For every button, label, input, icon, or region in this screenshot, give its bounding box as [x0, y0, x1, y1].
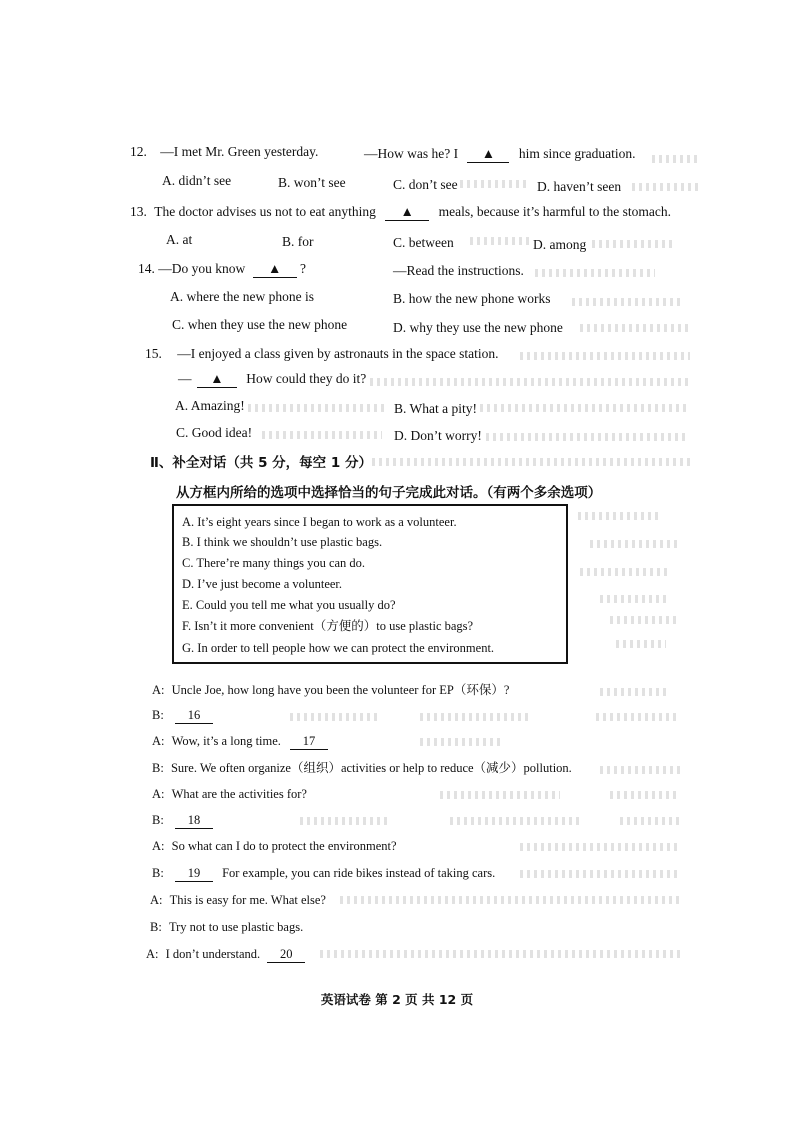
bleed-through-mark: [632, 183, 698, 191]
answer-blank[interactable]: ▲: [385, 204, 429, 221]
dialogue-line: [146, 946, 305, 963]
question-number: 13.: [130, 204, 147, 219]
bleed-through-mark: [470, 237, 530, 245]
answer-blank[interactable]: 20: [267, 946, 305, 963]
box-option-f: F. Isn’t it more convenient（方便的）to use plastic bags?: [182, 619, 474, 633]
box-option-g: G. In order to tell people how we can protect the environment.: [182, 641, 495, 655]
box-option-e: E. Could you tell me what you usually do?: [182, 598, 396, 612]
dialogue-line: [152, 733, 328, 750]
bleed-through-mark: [420, 713, 530, 721]
bleed-through-mark: [290, 713, 380, 721]
question-12-option-d[interactable]: D. haven’t seen: [537, 179, 622, 194]
bleed-through-mark: [450, 817, 580, 825]
dialogue-line: [152, 682, 509, 698]
box-option-b: B. I think we shouldn’t use plastic bags.: [182, 535, 383, 549]
question-number: 12.: [130, 144, 147, 159]
bleed-through-mark: [440, 791, 560, 799]
dialogue-line: [152, 865, 495, 882]
question-15-reply: [178, 370, 366, 388]
question-15-option-b[interactable]: B. What a pity!: [394, 401, 477, 416]
bleed-through-mark: [480, 404, 690, 412]
question-13-option-c[interactable]: C. between: [393, 235, 454, 250]
dialogue-text: What are the activities for?: [171, 787, 307, 801]
speaker-label: A:: [152, 787, 165, 801]
box-option-a: A. It’s eight years since I began to work as a volunteer.: [182, 515, 457, 529]
bleed-through-mark: [600, 688, 670, 696]
dialogue-text: Sure. We often organize（组织）activities or help to reduce（减少）pollution.: [170, 761, 572, 775]
question-12-option-c[interactable]: C. don’t see: [393, 177, 458, 192]
dialogue-text: I don’t understand.: [165, 947, 261, 961]
speaker-label: A:: [150, 893, 163, 907]
bleed-through-mark: [610, 791, 680, 799]
bleed-through-mark: [572, 298, 682, 306]
bleed-through-mark: [652, 155, 700, 163]
box-option-c: C. There’re many things you can do.: [182, 556, 366, 570]
dialogue-line: [152, 707, 213, 724]
reply-dash: —: [178, 371, 192, 386]
question-14-option-b[interactable]: B. how the new phone works: [393, 291, 551, 306]
dialogue-text: This is easy for me. What else?: [169, 893, 326, 907]
question-text: ?: [300, 261, 306, 276]
answer-blank[interactable]: 17: [290, 733, 328, 750]
bleed-through-mark: [600, 595, 670, 603]
bleed-through-mark: [370, 378, 690, 386]
question-13-option-a[interactable]: A. at: [166, 232, 193, 247]
question-text: How could they do it?: [246, 371, 367, 386]
question-14-option-c[interactable]: C. when they use the new phone: [172, 317, 348, 332]
bleed-through-mark: [262, 431, 382, 439]
page-footer: 英语试卷 第 2 页 共 12 页: [320, 992, 474, 1007]
bleed-through-mark: [520, 352, 690, 360]
answer-blank[interactable]: ▲: [467, 146, 509, 163]
bleed-through-mark: [460, 180, 530, 188]
bleed-through-mark: [372, 458, 692, 466]
speaker-label: B:: [152, 761, 164, 775]
bleed-through-mark: [535, 269, 655, 277]
dialogue-line: [150, 892, 326, 908]
answer-blank[interactable]: 18: [175, 812, 213, 829]
section-instruction: 从方框内所给的选项中选择恰当的句子完成此对话。（有两个多余选项）: [176, 485, 602, 501]
question-text: —Do you know: [158, 261, 246, 276]
question-13-option-d[interactable]: D. among: [533, 237, 587, 252]
question-text: him since graduation.: [518, 146, 636, 161]
dialogue-text: Try not to use plastic bags.: [168, 920, 304, 934]
dialogue-line: [152, 838, 397, 854]
speaker-label: A:: [152, 734, 165, 748]
speaker-label: B:: [152, 813, 164, 827]
question-text: —I met Mr. Green yesterday.: [160, 144, 319, 159]
bleed-through-mark: [248, 404, 388, 412]
dialogue-text: Uncle Joe, how long have you been the volunteer for EP（环保）?: [171, 683, 510, 697]
question-12-stem: [130, 143, 318, 161]
answer-blank[interactable]: 16: [175, 707, 213, 724]
dialogue-text: Wow, it’s a long time.: [171, 734, 281, 748]
bleed-through-mark: [420, 738, 500, 746]
bleed-through-mark: [520, 870, 680, 878]
bleed-through-mark: [340, 896, 680, 904]
question-text: The doctor advises us not to eat anything: [154, 204, 376, 219]
dialogue-text: For example, you can ride bikes instead of taking cars.: [222, 866, 496, 880]
speaker-label: B:: [152, 866, 164, 880]
box-option-d: D. I’ve just become a volunteer.: [182, 577, 343, 591]
bleed-through-mark: [520, 843, 680, 851]
answer-blank[interactable]: 19: [175, 865, 213, 882]
bleed-through-mark: [578, 512, 658, 520]
options-box: [172, 504, 568, 664]
bleed-through-mark: [486, 433, 686, 441]
question-13-option-b[interactable]: B. for: [282, 234, 314, 249]
question-12-reply: [364, 145, 635, 163]
speaker-label: B:: [150, 920, 162, 934]
speaker-label: A:: [152, 683, 165, 697]
dialogue-text: So what can I do to protect the environment?: [171, 839, 397, 853]
answer-blank[interactable]: ▲: [253, 261, 297, 278]
question-12-option-b[interactable]: B. won’t see: [278, 175, 346, 190]
dialogue-line: [152, 786, 307, 802]
question-14-option-d[interactable]: D. why they use the new phone: [393, 320, 563, 335]
question-number: 14.: [138, 261, 155, 276]
question-14-reply: —Read the instructions.: [393, 263, 524, 278]
bleed-through-mark: [320, 950, 680, 958]
bleed-through-mark: [596, 713, 676, 721]
speaker-label: A:: [146, 947, 159, 961]
question-15-stem: [145, 345, 499, 363]
dialogue-line: [150, 919, 303, 935]
question-15-option-d[interactable]: D. Don’t worry!: [394, 428, 482, 443]
bleed-through-mark: [580, 568, 670, 576]
section-heading: Ⅱ、补全对话（共 5 分，每空 1 分）: [150, 455, 372, 471]
question-text: meals, because it’s harmful to the stomach.: [438, 204, 672, 219]
answer-blank[interactable]: ▲: [197, 371, 237, 388]
question-text: —How was he? I: [364, 146, 459, 161]
question-14-stem: [138, 260, 306, 278]
bleed-through-mark: [592, 240, 672, 248]
bleed-through-mark: [616, 640, 666, 648]
bleed-through-mark: [300, 817, 390, 825]
bleed-through-mark: [600, 766, 680, 774]
question-text: —I enjoyed a class given by astronauts in the space station.: [177, 346, 499, 361]
question-13-stem: [130, 203, 671, 221]
bleed-through-mark: [610, 616, 680, 624]
question-15-option-a[interactable]: A. Amazing!: [175, 398, 245, 413]
question-number: 15.: [145, 346, 162, 361]
speaker-label: B:: [152, 708, 164, 722]
bleed-through-mark: [580, 324, 690, 332]
bleed-through-mark: [620, 817, 680, 825]
question-15-option-c[interactable]: C. Good idea!: [176, 425, 253, 440]
dialogue-line: [152, 812, 213, 829]
question-12-option-a[interactable]: A. didn’t see: [162, 173, 232, 188]
dialogue-line: [152, 760, 572, 776]
speaker-label: A:: [152, 839, 165, 853]
bleed-through-mark: [590, 540, 680, 548]
question-14-option-a[interactable]: A. where the new phone is: [170, 289, 314, 304]
